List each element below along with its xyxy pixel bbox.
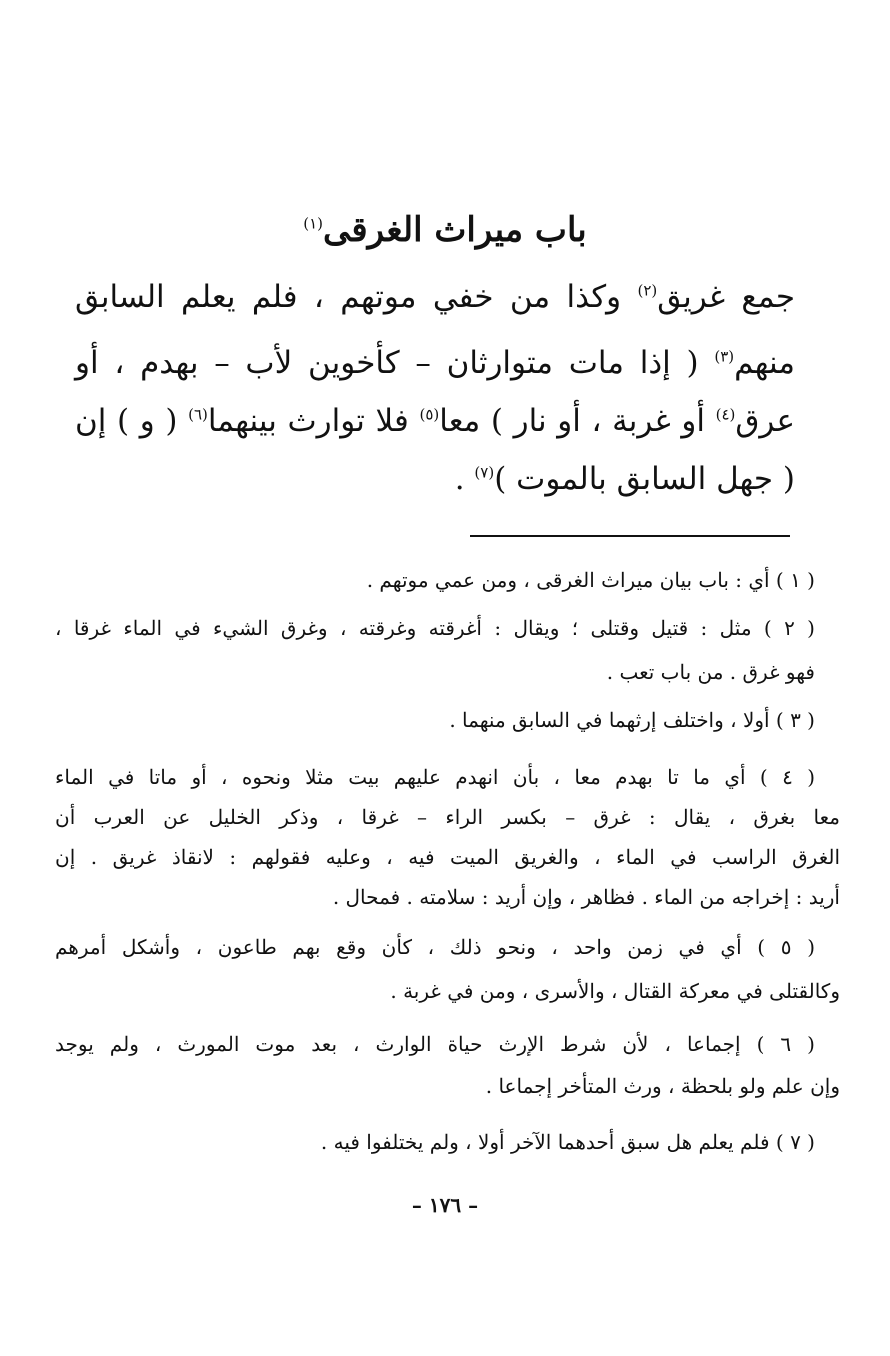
- main-text-segment: .: [454, 461, 475, 497]
- main-text-segment: وكذا من خفي موتهم ، فلم يعلم السابق: [75, 279, 638, 315]
- footnote-4-continued: الغرق الراسب في الماء ، والغريق الميت فيه ، وعليه فقولهم : لانقاذ غريق . إن: [55, 845, 840, 869]
- main-text-line-1: [75, 268, 795, 326]
- footnote-6-continued: وإن علم ولو بلحظة ، ورث المتأخر إجماعا .: [485, 1074, 840, 1098]
- main-text-segment: ( و ) إن: [75, 403, 189, 439]
- footnote-5-continued: وكالقتلى في معركة القتال ، والأسرى ، ومن في غربة .: [390, 979, 840, 1003]
- footnote-ref: (٦): [188, 405, 208, 424]
- footnote-ref: (٣): [714, 347, 735, 366]
- footnote-2-continued: فهو غرق . من باب تعب .: [606, 660, 815, 684]
- main-text-line-4: [75, 450, 795, 508]
- main-text-segment: ( إذا مات متوارثان – كأخوين لأب – بهدم ، أو: [75, 345, 715, 381]
- footnote-4: ( ٤ ) أي ما تا بهدم معا ، بأن انهدم عليهم بيت مثلا ونحوه ، أو ماتا في الماء: [55, 765, 816, 789]
- main-text-segment: عرق: [735, 403, 796, 439]
- main-text-segment: فلا توارث بينهما: [207, 403, 420, 439]
- main-text-segment: منهم: [734, 345, 795, 381]
- main-text-line-2: [75, 334, 795, 392]
- footnote-3: ( ٣ ) أولا ، واختلف إرثهما في السابق منهما .: [449, 708, 815, 732]
- main-text-segment: أو غربة ، أو نار ) معا: [439, 403, 716, 439]
- footnote-2: ( ٢ ) مثل : قتيل وقتلى ؛ ويقال : أغرقته وغرقته ، وغرق الشيء في الماء غرقا ،: [55, 616, 815, 640]
- main-text-segment: ( جهل السابق بالموت ): [494, 461, 795, 497]
- footnote-ref: (٧): [474, 463, 495, 482]
- main-text-line-3: [75, 392, 795, 450]
- footnote-7: ( ٧ ) فلم يعلم هل سبق أحدهما الآخر أولا ، ولم يختلفوا فيه .: [320, 1130, 815, 1154]
- footnote-ref: (٤): [715, 405, 736, 424]
- footnote-5: ( ٥ ) أي في زمن واحد ، ونحو ذلك ، كأن وقع بهم طاعون ، وأشكل أمرهم: [55, 935, 815, 959]
- footnote-ref: (١): [303, 214, 324, 233]
- footnote-6: ( ٦ ) إجماعا ، لأن شرط الإرث حياة الوارث ، بعد موت المورث ، ولم يوجد: [55, 1032, 815, 1056]
- footnote-4-continued: أريد : إخراجه من الماء . فظاهر ، وإن أريد : سلامته . فمحال .: [332, 885, 840, 909]
- chapter-title: [0, 205, 890, 255]
- footnote-1: ( ١ ) أي : باب بيان ميراث الغرقى ، ومن عمي موتهم .: [366, 568, 815, 592]
- chapter-title-text: باب ميراث الغرقى: [323, 210, 587, 250]
- footnote-ref: (٥): [419, 405, 440, 424]
- page-number: – ١٧٦ –: [411, 1193, 479, 1217]
- main-text-segment: جمع غريق: [657, 279, 795, 315]
- footnote-ref: (٢): [637, 281, 658, 300]
- footnote-separator: [470, 535, 790, 537]
- footnote-4-continued: معا بغرق ، يقال : غرق – بكسر الراء – غرقا ، وذكر الخليل عن العرب أن: [55, 805, 840, 829]
